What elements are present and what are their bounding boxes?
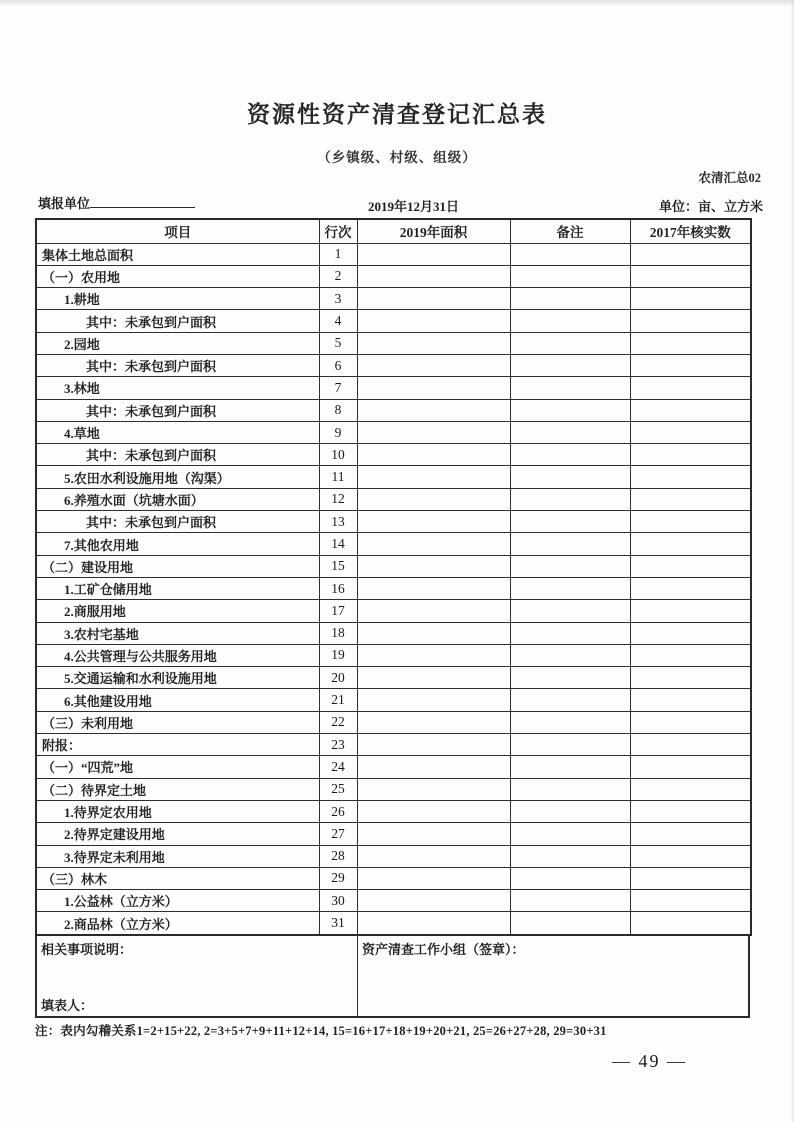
- remark-cell: [510, 890, 630, 912]
- remarks-cell: [37, 936, 358, 1016]
- row-line-number: 8: [319, 399, 357, 421]
- row-item-label: 3.林地: [36, 377, 319, 399]
- verified-2017-cell: [630, 511, 751, 533]
- verified-2017-cell: [630, 243, 751, 265]
- row-item-label: 1.公益林（立方米）: [36, 890, 319, 912]
- header-remark: 备注: [510, 219, 630, 243]
- row-item-label: 4.草地: [36, 421, 319, 443]
- table-row: [36, 444, 751, 466]
- table-row: [36, 734, 751, 756]
- row-line-number: 24: [319, 756, 357, 778]
- row-item-label: 5.交通运输和水利设施用地: [36, 667, 319, 689]
- area-2019-cell: [357, 711, 510, 733]
- remark-cell: [510, 265, 630, 287]
- row-line-number: 7: [319, 377, 357, 399]
- row-line-number: 4: [319, 310, 357, 332]
- table-header-row: [36, 219, 751, 243]
- footnote: 注：表内勾稽关系1=2+15+22, 2=3+5+7+9+11+12+14, 15=16+17+18+19+20+21, 25=26+27+28, 29=30+31: [35, 1024, 607, 1038]
- area-2019-cell: [357, 845, 510, 867]
- remark-cell: [510, 444, 630, 466]
- row-line-number: 14: [319, 533, 357, 555]
- table-row: [36, 778, 751, 800]
- area-2019-cell: [357, 310, 510, 332]
- preparer-label: 填表人：: [41, 998, 94, 1013]
- page-number: — 49 —: [612, 1051, 687, 1071]
- table-row: [36, 243, 751, 265]
- verified-2017-cell: [630, 332, 751, 354]
- remark-cell: [510, 667, 630, 689]
- scan-artifact-top-edge: [0, 0, 794, 7]
- verified-2017-cell: [630, 823, 751, 845]
- verified-2017-cell: [630, 377, 751, 399]
- remark-cell: [510, 488, 630, 510]
- row-item-label: （一）“四荒”地: [36, 756, 319, 778]
- row-line-number: 29: [319, 867, 357, 889]
- table-row: [36, 310, 751, 332]
- remark-cell: [510, 600, 630, 622]
- row-line-number: 10: [319, 444, 357, 466]
- verified-2017-cell: [630, 778, 751, 800]
- row-line-number: 30: [319, 890, 357, 912]
- unit-label: 单位：亩、立方米: [658, 199, 763, 214]
- verified-2017-cell: [630, 600, 751, 622]
- table-row: [36, 533, 751, 555]
- row-line-number: 6: [319, 354, 357, 376]
- area-2019-cell: [357, 667, 510, 689]
- row-line-number: 1: [319, 243, 357, 265]
- table-row: [36, 756, 751, 778]
- remark-cell: [510, 354, 630, 376]
- area-2019-cell: [357, 644, 510, 666]
- table-row: [36, 644, 751, 666]
- table-row: [36, 377, 751, 399]
- remark-cell: [510, 533, 630, 555]
- summary-table: [35, 218, 752, 936]
- row-item-label: 1.耕地: [36, 288, 319, 310]
- remark-cell: [510, 332, 630, 354]
- header-area-2019: 2019年面积: [357, 219, 510, 243]
- verified-2017-cell: [630, 577, 751, 599]
- header-line-number: 行次: [319, 219, 357, 243]
- verified-2017-cell: [630, 912, 751, 935]
- remark-cell: [510, 644, 630, 666]
- row-item-label: 集体土地总面积: [36, 243, 319, 265]
- remark-cell: [510, 243, 630, 265]
- verified-2017-cell: [630, 466, 751, 488]
- row-item-label: 2.园地: [36, 332, 319, 354]
- row-item-label: 2.商服用地: [36, 600, 319, 622]
- area-2019-cell: [357, 265, 510, 287]
- table-row: [36, 332, 751, 354]
- remark-cell: [510, 555, 630, 577]
- row-item-label: 3.农村宅基地: [36, 622, 319, 644]
- area-2019-cell: [357, 600, 510, 622]
- row-item-label: 其中：未承包到户面积: [36, 444, 319, 466]
- verified-2017-cell: [630, 667, 751, 689]
- verified-2017-cell: [630, 800, 751, 822]
- area-2019-cell: [357, 288, 510, 310]
- workgroup-cell: [358, 936, 748, 1016]
- header-item: 项目: [36, 219, 319, 243]
- verified-2017-cell: [630, 533, 751, 555]
- table-row: [36, 823, 751, 845]
- verified-2017-cell: [630, 421, 751, 443]
- remark-cell: [510, 823, 630, 845]
- verified-2017-cell: [630, 265, 751, 287]
- table-row: [36, 577, 751, 599]
- remark-cell: [510, 577, 630, 599]
- table-row: [36, 511, 751, 533]
- area-2019-cell: [357, 734, 510, 756]
- header-verified-2017: 2017年核实数: [630, 219, 751, 243]
- table-row: [36, 399, 751, 421]
- remark-cell: [510, 734, 630, 756]
- remarks-label: 相关事项说明：: [41, 942, 133, 957]
- row-line-number: 25: [319, 778, 357, 800]
- row-item-label: （三）未利用地: [36, 711, 319, 733]
- area-2019-cell: [357, 555, 510, 577]
- row-line-number: 21: [319, 689, 357, 711]
- table-row: [36, 354, 751, 376]
- table-row: [36, 800, 751, 822]
- row-line-number: 22: [319, 711, 357, 733]
- row-line-number: 16: [319, 577, 357, 599]
- table-row: [36, 421, 751, 443]
- table-row: [36, 488, 751, 510]
- area-2019-cell: [357, 778, 510, 800]
- table-row: [36, 622, 751, 644]
- row-item-label: 2.待界定建设用地: [36, 823, 319, 845]
- form-code: 农清汇总02: [698, 171, 761, 185]
- table-row: [36, 890, 751, 912]
- table-row: [36, 867, 751, 889]
- verified-2017-cell: [630, 711, 751, 733]
- area-2019-cell: [357, 577, 510, 599]
- table-row: [36, 845, 751, 867]
- verified-2017-cell: [630, 867, 751, 889]
- row-item-label: （二）待界定土地: [36, 778, 319, 800]
- table-row: [36, 265, 751, 287]
- area-2019-cell: [357, 377, 510, 399]
- area-2019-cell: [357, 800, 510, 822]
- verified-2017-cell: [630, 288, 751, 310]
- area-2019-cell: [357, 354, 510, 376]
- area-2019-cell: [357, 444, 510, 466]
- remark-cell: [510, 511, 630, 533]
- row-item-label: 其中：未承包到户面积: [36, 354, 319, 376]
- row-item-label: 1.待界定农用地: [36, 800, 319, 822]
- row-line-number: 31: [319, 912, 357, 935]
- row-line-number: 23: [319, 734, 357, 756]
- area-2019-cell: [357, 488, 510, 510]
- area-2019-cell: [357, 912, 510, 935]
- remark-cell: [510, 288, 630, 310]
- remark-cell: [510, 800, 630, 822]
- table-row: [36, 711, 751, 733]
- remark-cell: [510, 622, 630, 644]
- verified-2017-cell: [630, 689, 751, 711]
- reporting-unit-label: 填报单位: [38, 196, 91, 211]
- table-row: [36, 466, 751, 488]
- row-line-number: 13: [319, 511, 357, 533]
- row-item-label: （一）农用地: [36, 265, 319, 287]
- reporting-unit: [38, 193, 195, 212]
- report-date: 2019年12月31日: [368, 199, 460, 214]
- area-2019-cell: [357, 511, 510, 533]
- page-subtitle: （乡镇级、村级、组级）: [317, 150, 477, 165]
- row-line-number: 15: [319, 555, 357, 577]
- area-2019-cell: [357, 332, 510, 354]
- remark-cell: [510, 399, 630, 421]
- row-item-label: 其中：未承包到户面积: [36, 399, 319, 421]
- row-line-number: 3: [319, 288, 357, 310]
- table-footer-section: [35, 936, 750, 1018]
- remark-cell: [510, 778, 630, 800]
- verified-2017-cell: [630, 354, 751, 376]
- row-item-label: 5.农田水利设施用地（沟渠）: [36, 466, 319, 488]
- verified-2017-cell: [630, 644, 751, 666]
- area-2019-cell: [357, 867, 510, 889]
- row-line-number: 2: [319, 265, 357, 287]
- row-line-number: 12: [319, 488, 357, 510]
- area-2019-cell: [357, 399, 510, 421]
- row-item-label: 其中：未承包到户面积: [36, 511, 319, 533]
- row-item-label: 附报：: [36, 734, 319, 756]
- table-header: [36, 219, 751, 243]
- verified-2017-cell: [630, 555, 751, 577]
- workgroup-label: 资产清查工作小组（签章）：: [362, 942, 525, 957]
- row-line-number: 18: [319, 622, 357, 644]
- verified-2017-cell: [630, 845, 751, 867]
- area-2019-cell: [357, 622, 510, 644]
- row-item-label: （三）林木: [36, 867, 319, 889]
- remark-cell: [510, 466, 630, 488]
- row-item-label: 3.待界定未利用地: [36, 845, 319, 867]
- verified-2017-cell: [630, 756, 751, 778]
- table-row: [36, 288, 751, 310]
- row-item-label: 6.其他建设用地: [36, 689, 319, 711]
- row-line-number: 28: [319, 845, 357, 867]
- verified-2017-cell: [630, 399, 751, 421]
- verified-2017-cell: [630, 310, 751, 332]
- remark-cell: [510, 689, 630, 711]
- area-2019-cell: [357, 243, 510, 265]
- area-2019-cell: [357, 689, 510, 711]
- row-item-label: 4.公共管理与公共服务用地: [36, 644, 319, 666]
- row-item-label: 其中：未承包到户面积: [36, 310, 319, 332]
- row-line-number: 9: [319, 421, 357, 443]
- remark-cell: [510, 421, 630, 443]
- area-2019-cell: [357, 421, 510, 443]
- row-item-label: 6.养殖水面（坑塘水面）: [36, 488, 319, 510]
- remark-cell: [510, 912, 630, 935]
- row-line-number: 20: [319, 667, 357, 689]
- verified-2017-cell: [630, 890, 751, 912]
- reporting-unit-blank: [90, 195, 195, 208]
- table-row: [36, 912, 751, 935]
- area-2019-cell: [357, 533, 510, 555]
- remark-cell: [510, 310, 630, 332]
- table-row: [36, 667, 751, 689]
- row-line-number: 17: [319, 600, 357, 622]
- verified-2017-cell: [630, 622, 751, 644]
- row-line-number: 26: [319, 800, 357, 822]
- row-line-number: 11: [319, 466, 357, 488]
- area-2019-cell: [357, 756, 510, 778]
- row-line-number: 19: [319, 644, 357, 666]
- row-item-label: 7.其他农用地: [36, 533, 319, 555]
- row-line-number: 5: [319, 332, 357, 354]
- verified-2017-cell: [630, 444, 751, 466]
- page-title: 资源性资产清查登记汇总表: [247, 102, 547, 127]
- area-2019-cell: [357, 466, 510, 488]
- row-line-number: 27: [319, 823, 357, 845]
- table-row: [36, 689, 751, 711]
- area-2019-cell: [357, 890, 510, 912]
- remark-cell: [510, 711, 630, 733]
- remark-cell: [510, 377, 630, 399]
- table-row: [36, 555, 751, 577]
- verified-2017-cell: [630, 734, 751, 756]
- row-item-label: 1.工矿仓储用地: [36, 577, 319, 599]
- row-item-label: 2.商品林（立方米）: [36, 912, 319, 935]
- area-2019-cell: [357, 823, 510, 845]
- remark-cell: [510, 845, 630, 867]
- verified-2017-cell: [630, 488, 751, 510]
- row-item-label: （二）建设用地: [36, 555, 319, 577]
- table-body: [36, 243, 751, 935]
- remark-cell: [510, 867, 630, 889]
- remark-cell: [510, 756, 630, 778]
- meta-row: [0, 193, 794, 217]
- table-row: [36, 600, 751, 622]
